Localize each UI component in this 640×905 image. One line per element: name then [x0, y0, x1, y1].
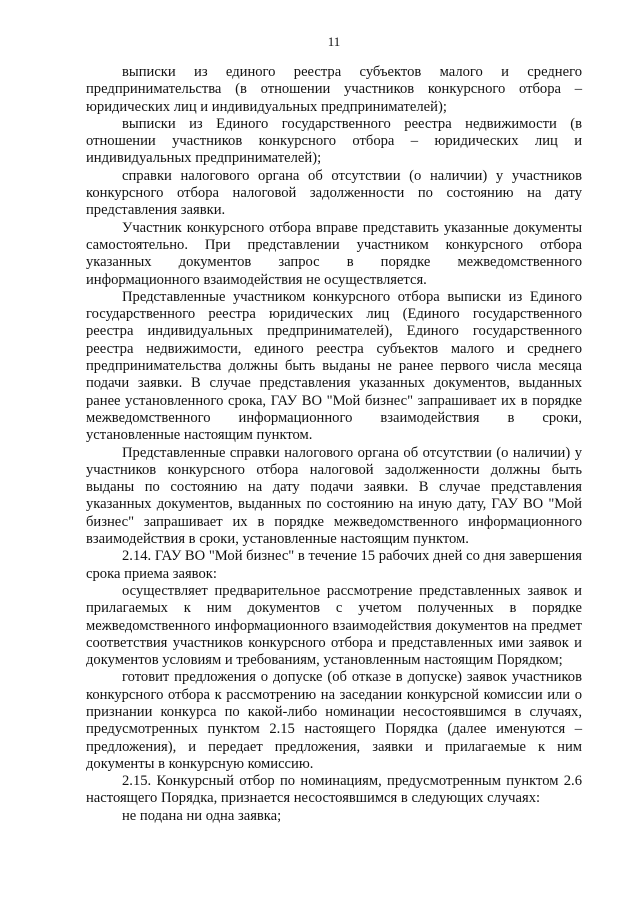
paragraph-extract-real-estate-registry: выписки из Единого государственного реестра недвижимости (в отношении участников конкурсного отбора – юридических лиц и индивидуальных предпринимателей);: [86, 115, 582, 167]
paragraph-extract-smb-registry: выписки из единого реестра субъектов малого и среднего предпринимательства (в отношении участников конкурсного отбора – юридических лиц и индивидуальных предпринимателей);: [86, 64, 582, 115]
paragraph-tax-certificates-validity: Представленные справки налогового органа об отсутствии (о наличии) у участников конкурсного отбора налоговой задолженности должны быть выданы по состоянию на дату подачи заявки. В случае представления указанных документов, выданных по состоянию на иную дату, ГАУ ВО "Мой бизнес" запрашивает их в порядке межведомственного информационного взаимодействия в сроки, установленные настоящим пунктом.: [86, 444, 582, 548]
paragraph-preliminary-review: осуществляет предварительное рассмотрение представленных заявок и прилагаемых к ним документов с учетом полученных в порядке межведомственного информационного взаимодействия документов на предмет соответствия участников конкурсного отбора и представленных ими заявок и документов условиям и требованиям, установленным настоящим Порядком;: [86, 582, 582, 669]
paragraph-self-submission: Участник конкурсного отбора вправе представить указанные документы самостоятельно. При представлении участником конкурсного отбора указанных документов запрос в порядке межведомственного информационного взаимодействия не осуществляется.: [86, 219, 582, 288]
paragraph-tax-certificate: справки налогового органа об отсутствии (о наличии) у участников конкурсного отбора налоговой задолженности по состоянию на дату представления заявки.: [86, 167, 582, 219]
paragraph-extracts-validity: Представленные участником конкурсного отбора выписки из Единого государственного реестра юридических лиц (Единого государственного реестра индивидуальных предпринимателей), Единого государственного реестра недвижимости, единого реестра субъектов малого и среднего предпринимательства должны быть выданы не ранее первого числа месяца подачи заявки. В случае представления указанных документов, выданных ранее установленного срока, ГАУ ВО "Мой бизнес" запрашивает их в порядке межведомственного информационного взаимодействия в сроки, установленные настоящим пунктом.: [86, 288, 582, 444]
paragraph-prepares-proposals: готовит предложения о допуске (об отказе в допуске) заявок участников конкурсного отбора к рассмотрению на заседании конкурсной комиссии или о признании конкурса по какой-либо номинации несостоявшимся в случаях, предусмотренных пунктом 2.15 настоящего Порядка (далее именуются – предложения), и передает предложения, заявки и прилагаемые к ним документы в конкурсную комиссию.: [86, 669, 582, 772]
paragraph-no-applications: не подана ни одна заявка;: [122, 807, 282, 824]
page-number: 11: [327, 34, 341, 49]
paragraph-section-2-15: 2.15. Конкурсный отбор по номинациям, предусмотренным пунктом 2.6 настоящего Порядка, признается несостоявшимся в следующих случаях:: [86, 773, 582, 807]
paragraph-section-2-14: 2.14. ГАУ ВО "Мой бизнес" в течение 15 рабочих дней со дня завершения срока приема заявок:: [86, 548, 583, 582]
